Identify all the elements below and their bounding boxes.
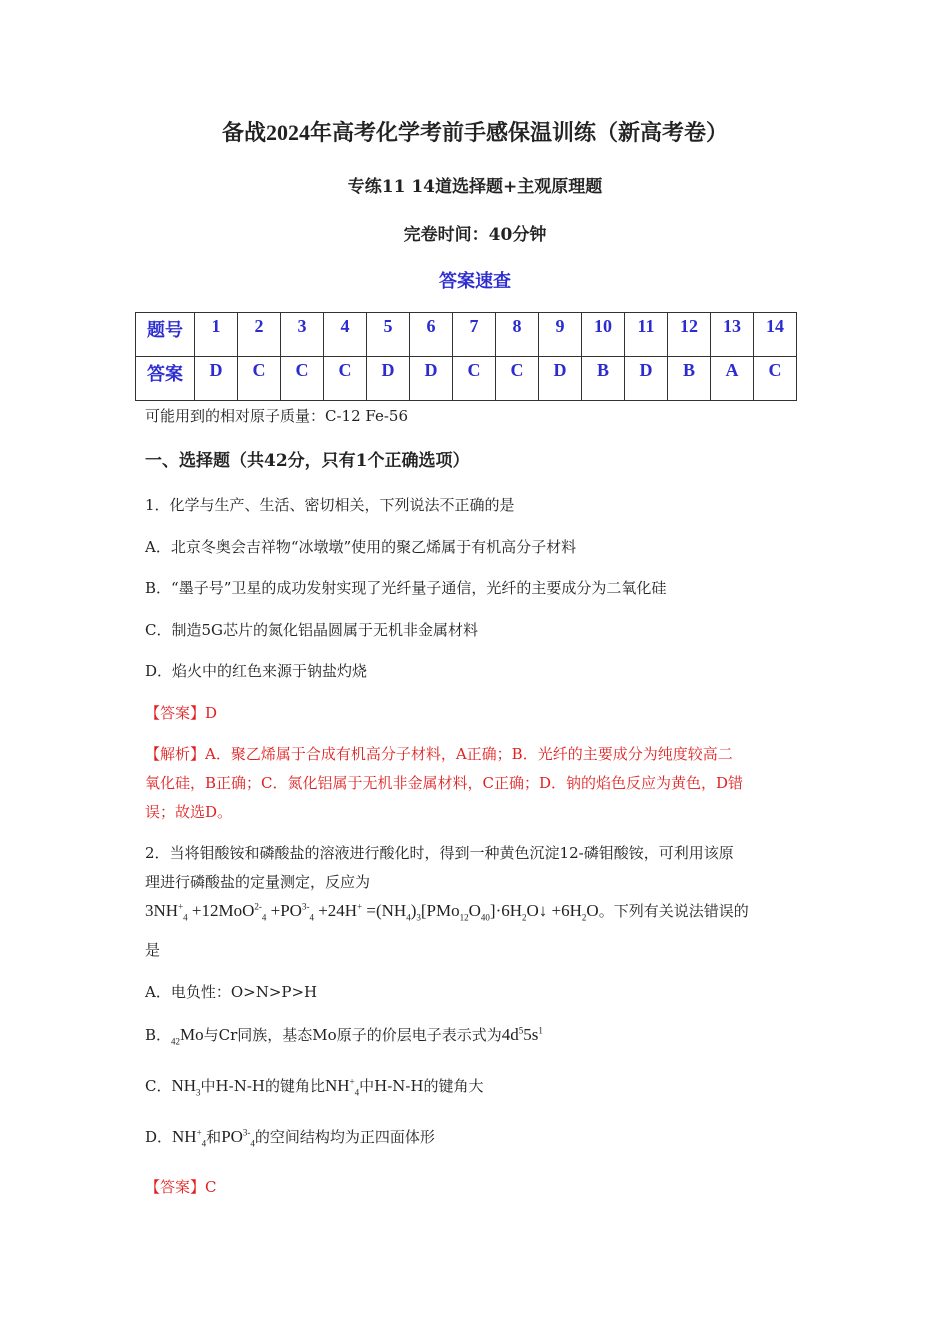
section-heading: 一、选择题（共42分，只有1个正确选项） xyxy=(145,451,470,471)
question-number: 11 xyxy=(625,313,668,357)
answer-cell: C xyxy=(238,357,281,401)
q1-analysis: 误；故选D。 xyxy=(145,803,233,821)
q1-answer: 【答案】D xyxy=(145,704,218,722)
q2-option-c: C．$NH_3$中H-N-H的键角比$NH^+_4$中H-N-H的键角大 xyxy=(145,1076,484,1098)
answer-cell: D xyxy=(367,357,410,401)
atomic-mass: 可能用到的相对原子质量：C-12 Fe-56 xyxy=(145,407,409,425)
answer-cell: C xyxy=(281,357,324,401)
question-number: 5 xyxy=(367,313,410,357)
row-label: 题号 xyxy=(136,313,195,357)
q1-analysis: 【解析】A．聚乙烯属于合成有机高分子材料，A正确；B．光纤的主要成分为纯度较高二 xyxy=(145,745,733,763)
exam-time: 完卷时间：40分钟 xyxy=(403,225,547,245)
answer-cell: C xyxy=(324,357,367,401)
q2-equation-line: $3NH^+_4 +12MoO^{2-}_4 +PO^{3-}_4 +24H^+$ $=(NH_4)_3[PMo_{12}O_{40}]\cdot 6H_2O↓ +6H_2O$。下列有关说法错误的 xyxy=(145,901,749,923)
answer-cell: B xyxy=(668,357,711,401)
q1-option-d: D．焰火中的红色来源于钠盐灼烧 xyxy=(145,662,368,680)
question-number: 10 xyxy=(582,313,625,357)
q2-stem: 是 xyxy=(145,941,161,959)
question-number: 12 xyxy=(668,313,711,357)
doc-subtitle: 专练11 14道选择题+主观原理题 xyxy=(347,177,603,197)
answer-cell: D xyxy=(625,357,668,401)
q1-option-c: C．制造5G芯片的氮化铝晶圆属于无机非金属材料 xyxy=(145,621,479,639)
question-number: 8 xyxy=(496,313,539,357)
q2-answer: 【答案】C xyxy=(145,1178,217,1196)
doc-title: 备战2024年高考化学考前手感保温训练（新高考卷） xyxy=(221,120,728,145)
q2-option-b: B．$_{42}$Mo与Cr同族，基态Mo原子的价层电子表示式为$4d^55s^1$ xyxy=(145,1025,543,1047)
answer-cell: B xyxy=(582,357,625,401)
answer-table xyxy=(135,312,797,401)
question-number: 13 xyxy=(711,313,754,357)
row-label: 答案 xyxy=(136,357,195,401)
q2-stem: 2．当将钼酸铵和磷酸盐的溶液进行酸化时，得到一种黄色沉淀12-磷钼酸铵，可利用该原 xyxy=(145,844,734,862)
answer-cell: D xyxy=(410,357,453,401)
answer-cell: C xyxy=(496,357,539,401)
answer-cell: C xyxy=(453,357,496,401)
q2-option-d: D．$NH^+_4$和$PO^{3-}_4$的空间结构均为正四面体形 xyxy=(145,1127,435,1149)
answer-cell: C xyxy=(754,357,797,401)
q1-analysis: 氧化硅，B正确；C．氮化铝属于无机非金属材料，C正确；D．钠的焰色反应为黄色，D错 xyxy=(145,774,744,792)
question-number: 2 xyxy=(238,313,281,357)
answer-cell: D xyxy=(539,357,582,401)
q1-option-b: B．“墨子号”卫星的成功发射实现了光纤量子通信，光纤的主要成分为二氧化硅 xyxy=(145,579,667,597)
answer-cell: D xyxy=(195,357,238,401)
question-number: 14 xyxy=(754,313,797,357)
q1-stem: 1．化学与生产、生活、密切相关，下列说法不正确的是 xyxy=(145,496,515,514)
question-number: 7 xyxy=(453,313,496,357)
reaction-equation: $3NH^+_4 +12MoO^{2-}_4 +PO^{3-}_4 +24H^+$ $=(NH_4)_3[PMo_{12}O_{40}]\cdot 6H_2O↓ +6H_2O$ xyxy=(145,901,599,923)
q1-option-a: A．北京冬奥会吉祥物“冰墩墩”使用的聚乙烯属于有机高分子材料 xyxy=(145,538,577,556)
question-number: 1 xyxy=(195,313,238,357)
question-number: 4 xyxy=(324,313,367,357)
q2-stem: 理进行磷酸盐的定量测定，反应为 xyxy=(145,873,371,891)
q2-option-a: A．电负性：O>N>P>H xyxy=(145,983,318,1001)
answer-cell: A xyxy=(711,357,754,401)
answer-heading: 答案速查 xyxy=(439,271,511,292)
question-number: 6 xyxy=(410,313,453,357)
question-number: 3 xyxy=(281,313,324,357)
question-number: 9 xyxy=(539,313,582,357)
